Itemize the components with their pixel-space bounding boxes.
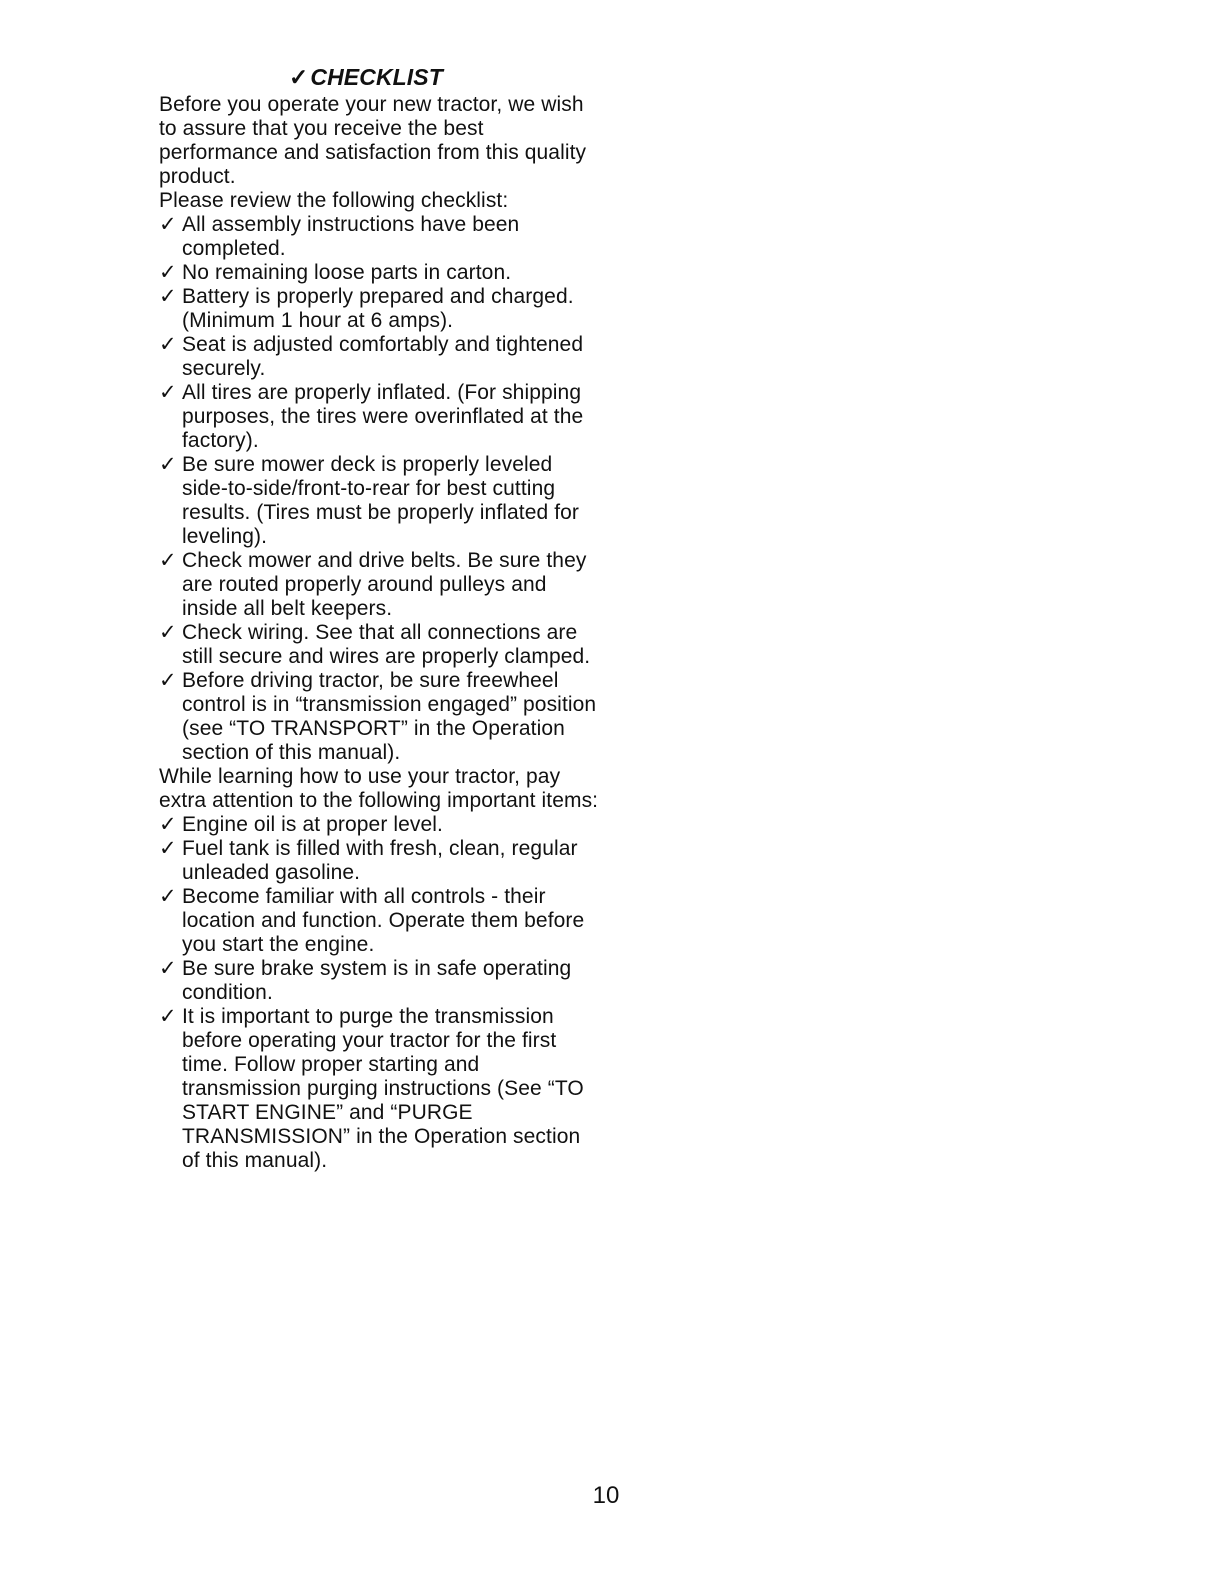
checklist-item — [159, 813, 599, 837]
checkmark-icon: ✓ — [159, 549, 177, 572]
checklist-item — [159, 549, 599, 621]
checklist-item-text: Before driving tractor, be sure freewheel control is in “transmission engaged” position (see “TO TRANSPORT” in the Operation section of this manual). — [182, 669, 597, 764]
checkmark-icon: ✓ — [159, 1005, 177, 1028]
checklist-item-text: Battery is properly prepared and charged. (Minimum 1 hour at 6 amps). — [182, 285, 574, 332]
checkmark-icon: ✓ — [159, 885, 177, 908]
checklist-item — [159, 261, 599, 285]
checklist-item-text: Engine oil is at proper level. — [182, 813, 443, 836]
checkmark-icon: ✓ — [159, 837, 177, 860]
checklist-item — [159, 669, 599, 765]
section-heading — [159, 62, 599, 93]
checkmark-icon: ✓ — [289, 64, 309, 90]
page-number: 10 — [592, 1482, 620, 1509]
checkmark-icon: ✓ — [159, 813, 177, 836]
review-prompt: Please review the following checklist: — [159, 189, 509, 212]
checkmark-icon: ✓ — [159, 957, 177, 980]
checklist-item — [159, 1005, 599, 1173]
checklist-column — [159, 62, 599, 1173]
section-title: CHECKLIST — [310, 64, 443, 90]
checklist-item-text: Check wiring. See that all connections are still secure and wires are properly clamped. — [182, 621, 591, 668]
checklist-item — [159, 957, 599, 1005]
checkmark-icon: ✓ — [159, 453, 177, 476]
checkmark-icon: ✓ — [159, 333, 177, 356]
checkmark-icon: ✓ — [159, 669, 177, 692]
checklist-item-text: Become familiar with all controls - their location and function. Operate them before you start the engine. — [182, 885, 585, 956]
checklist-item-text: All assembly instructions have been completed. — [182, 213, 520, 260]
checklist-item — [159, 285, 599, 333]
checkmark-icon: ✓ — [159, 285, 177, 308]
learning-checklist — [159, 813, 599, 1173]
checklist-item-text: It is important to purge the transmission before operating your tractor for the first time. Follow proper starting and transmission purging instructions (See “TO START ENGINE” and “PURGE TRANSMISSION” in the Operation section of this manual). — [182, 1005, 584, 1172]
checklist-item-text: Be sure brake system is in safe operating condition. — [182, 957, 572, 1004]
checklist-item — [159, 837, 599, 885]
checklist-item-text: All tires are properly inflated. (For shipping purposes, the tires were overinflated at the factory). — [182, 381, 584, 452]
checklist-item — [159, 885, 599, 957]
checklist-item — [159, 333, 599, 381]
intro-paragraph: Before you operate your new tractor, we wish to assure that you receive the best performance and satisfaction from this quality product. — [159, 93, 587, 188]
checklist-item-text: No remaining loose parts in carton. — [182, 261, 512, 284]
checkmark-icon: ✓ — [159, 621, 177, 644]
checkmark-icon: ✓ — [159, 213, 177, 236]
checklist-item — [159, 453, 599, 549]
checklist-item — [159, 381, 599, 453]
learning-paragraph: While learning how to use your tractor, pay extra attention to the following important items: — [159, 765, 599, 812]
checklist-item — [159, 213, 599, 261]
checklist-item-text: Seat is adjusted comfortably and tightened securely. — [182, 333, 584, 380]
checklist-item-text: Check mower and drive belts. Be sure they are routed properly around pulleys and inside all belt keepers. — [182, 549, 587, 620]
checklist-item-text: Be sure mower deck is properly leveled side-to-side/front-to-rear for best cutting results. (Tires must be properly inflated for leveling). — [182, 453, 580, 548]
checklist-item-text: Fuel tank is filled with fresh, clean, regular unleaded gasoline. — [182, 837, 578, 884]
checklist-item — [159, 621, 599, 669]
checkmark-icon: ✓ — [159, 381, 177, 404]
checklist — [159, 213, 599, 765]
checkmark-icon: ✓ — [159, 261, 177, 284]
